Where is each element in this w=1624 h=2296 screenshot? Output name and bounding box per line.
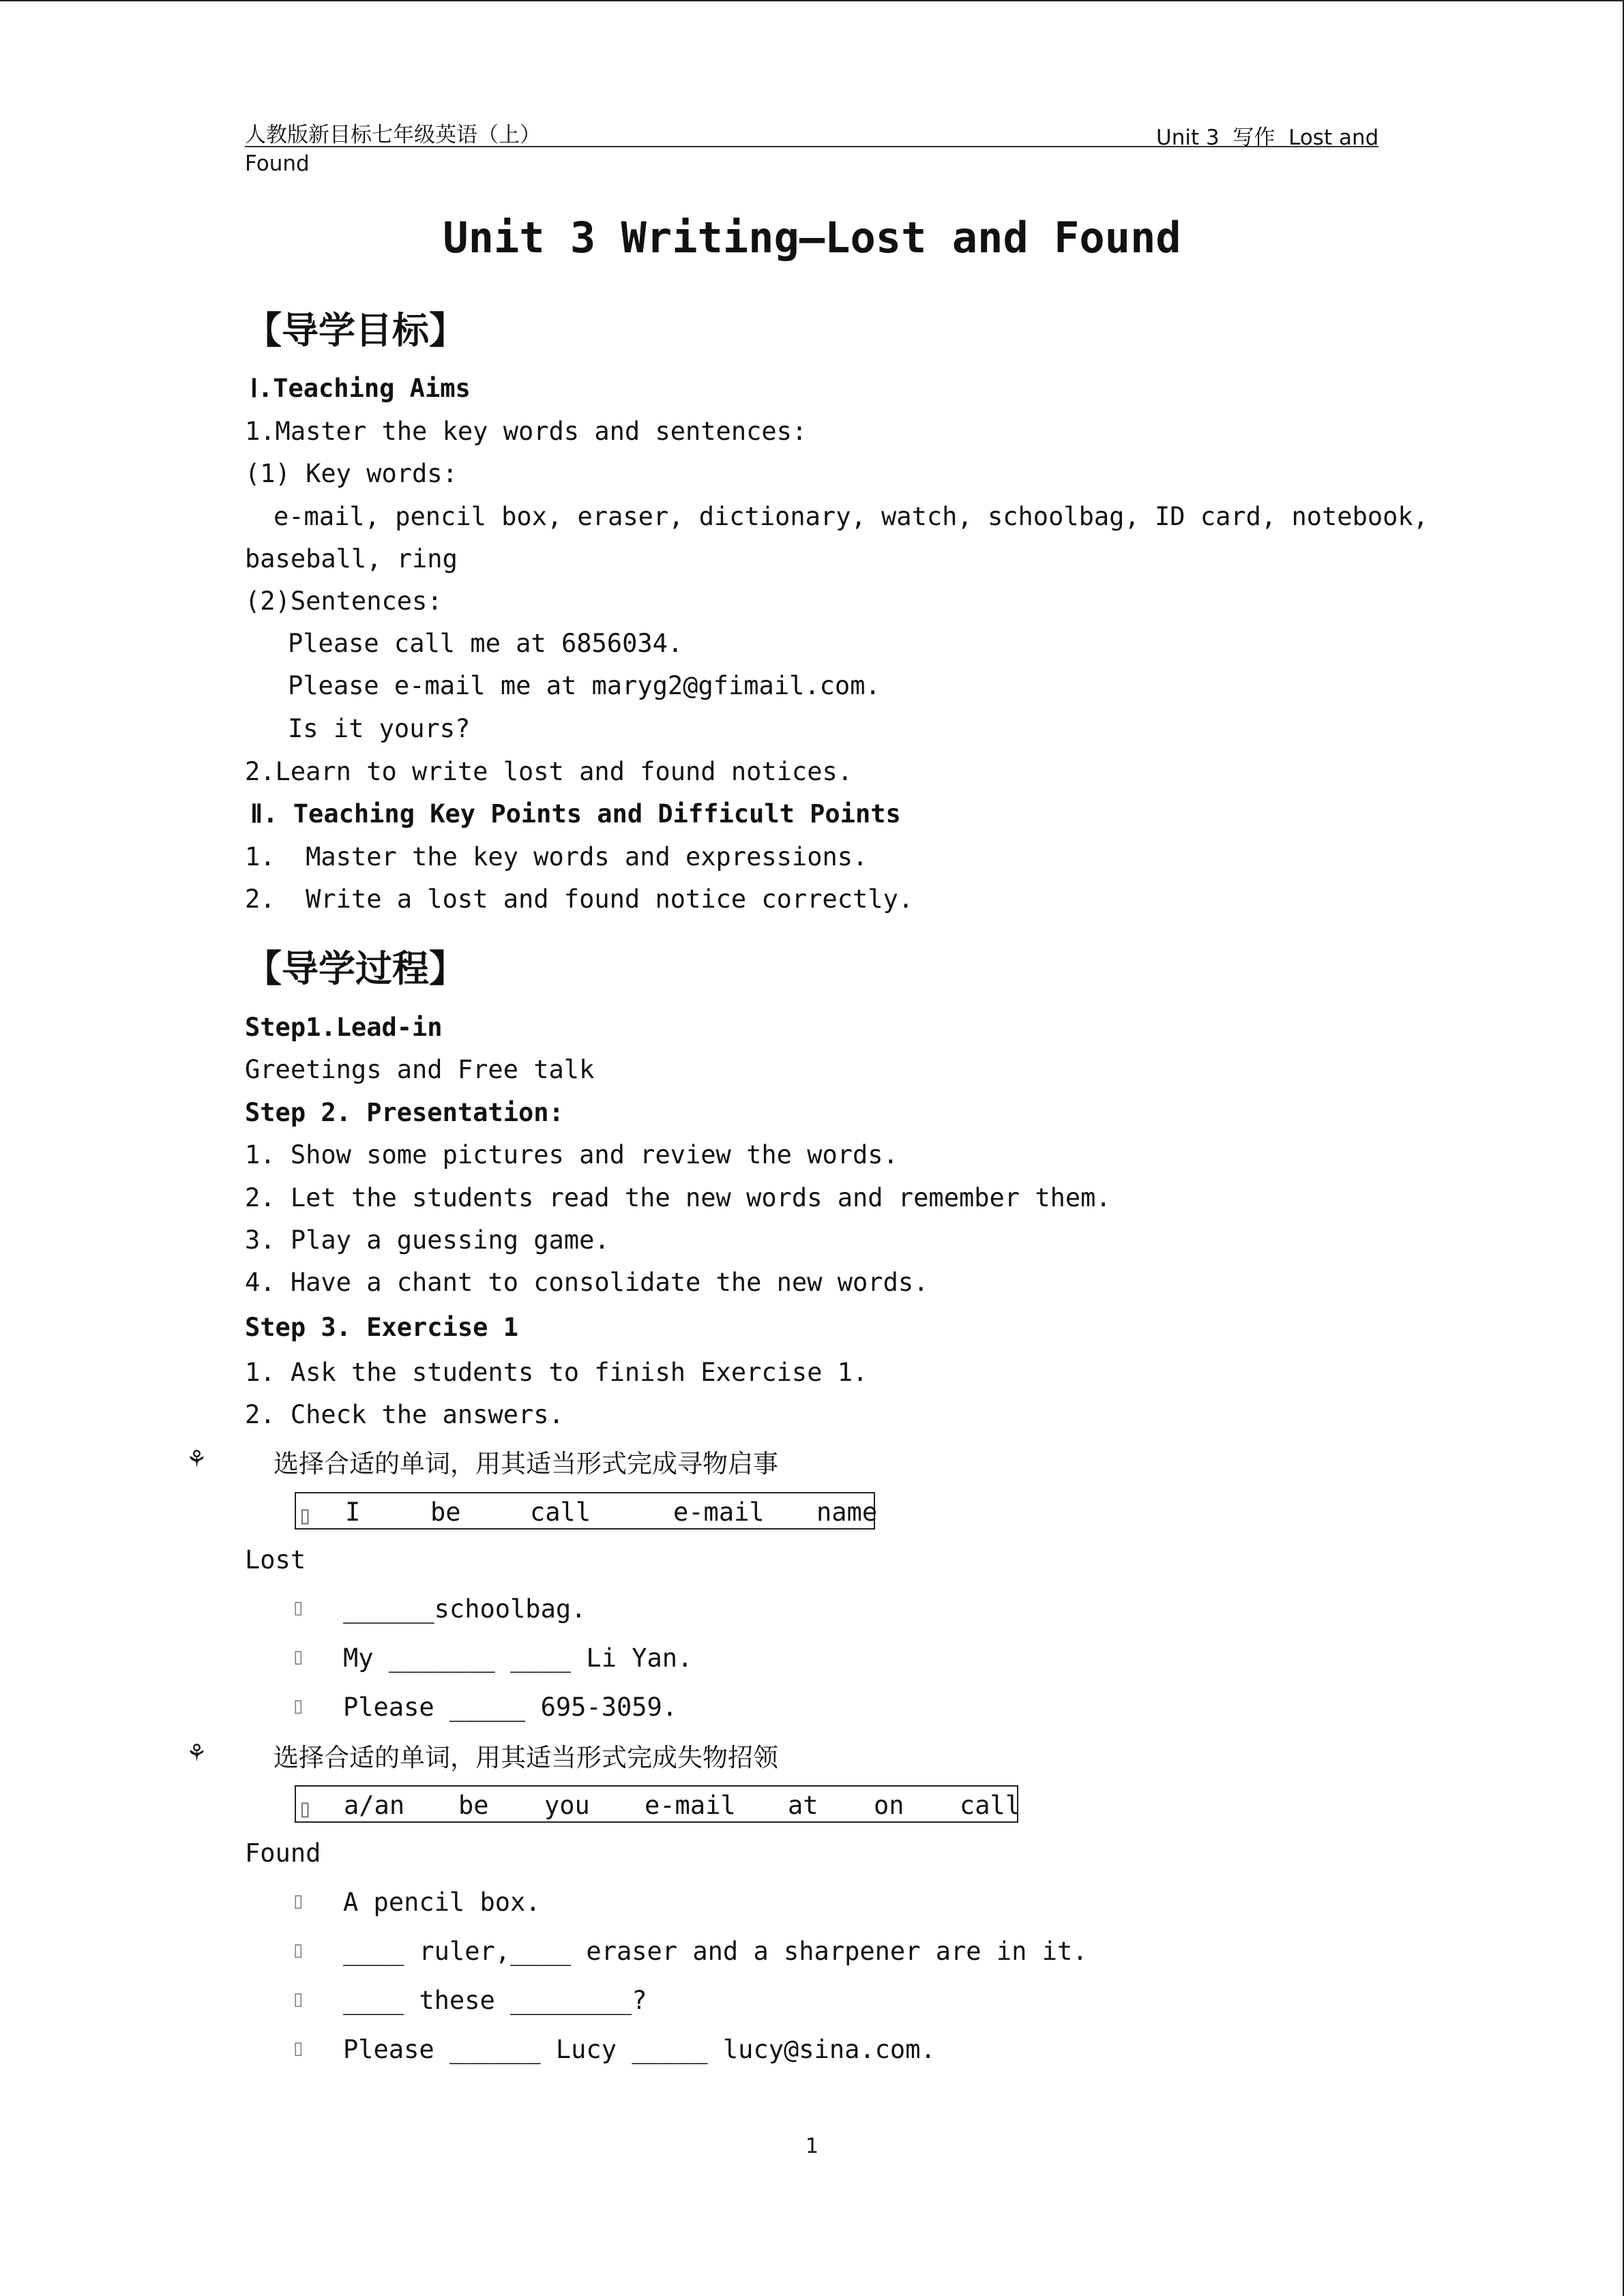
lost-line-3: Please _____ 695-3059. — [343, 1693, 678, 1722]
aims-heading-1: Ⅰ.Teaching Aims — [250, 374, 471, 403]
step-2-item-2: 2. Let the students read the new words and remember them. — [245, 1183, 1111, 1212]
step-2-heading: Step 2. Presentation: — [245, 1098, 564, 1127]
page-title: Unit 3 Writing—Lost and Found — [443, 213, 1181, 263]
section-process-heading: 【导学过程】 — [245, 947, 466, 990]
step-2-item-1: 1. Show some pictures and review the words. — [245, 1140, 898, 1169]
word-bank-item: e-mail — [673, 1497, 765, 1527]
sentence-2: Please e-mail me at maryg2@gfimail.com. — [288, 671, 881, 700]
step-1-text: Greetings and Free talk — [245, 1055, 595, 1084]
found-line-1: A pencil box. — [343, 1888, 541, 1917]
key-words-line-2: baseball, ring — [245, 544, 458, 573]
step-3-item-1: 1. Ask the students to finish Exercise 1. — [245, 1358, 868, 1387]
found-word-box — [295, 1785, 1021, 1823]
header-wrap: Found — [245, 151, 310, 176]
found-line-2: ____ ruler,____ eraser and a sharpener are in it. — [343, 1937, 1088, 1966]
found-line-4: Please ______ Lucy _____ lucy@sina.com. — [343, 2035, 936, 2064]
aims-item-1: 1.Master the key words and sentences: — [245, 417, 808, 446]
page-number: 1 — [805, 2134, 819, 2158]
list-bullet: ▯ — [293, 1647, 304, 1667]
word-bank-item: call — [530, 1497, 591, 1527]
word-bank-item: be — [430, 1497, 461, 1527]
found-instruction: 选择合适的单词，用其适当形式完成失物招领 — [274, 1743, 778, 1772]
lost-word-box — [295, 1492, 878, 1530]
word-bank-item: on — [874, 1791, 904, 1820]
lost-line-1: ______schoolbag. — [343, 1594, 587, 1624]
word-box-bullet: ▯ — [297, 1793, 313, 1823]
aims-heading-2: Ⅱ. Teaching Key Points and Difficult Points — [250, 799, 901, 829]
key-point-2: 2. Write a lost and found notice correctly. — [245, 884, 914, 914]
lost-line-2: My _______ ____ Li Yan. — [343, 1643, 693, 1673]
header-right: Unit 3 写作 Lost and — [1156, 125, 1379, 150]
sentence-3: Is it yours? — [288, 714, 471, 743]
word-bank-item: name — [816, 1497, 878, 1527]
step-3-heading: Step 3. Exercise 1 — [245, 1313, 518, 1342]
sentence-1: Please call me at 6856034. — [288, 629, 683, 658]
word-bank-item: a/an — [344, 1791, 405, 1820]
sentences-label: (2)Sentences: — [245, 586, 443, 616]
lost-instruction: 选择合适的单词，用其适当形式完成寻物启事 — [274, 1449, 778, 1478]
key-words-line-1: e-mail, pencil box, eraser, dictionary, watch, schoolbag, ID card, notebook, — [274, 502, 1428, 531]
found-line-3: ____ these ________? — [343, 1986, 647, 2015]
key-point-1: 1. Master the key words and expressions. — [245, 842, 868, 871]
found-label: Found — [245, 1838, 321, 1868]
word-bank-item: I — [345, 1497, 361, 1527]
section-aims-heading: 【导学目标】 — [245, 309, 466, 352]
list-bullet: ▯ — [293, 1989, 304, 2010]
list-bullet: ▯ — [293, 1598, 304, 1618]
list-bullet: ▯ — [293, 2038, 304, 2059]
step-3-item-2: 2. Check the answers. — [245, 1400, 564, 1429]
word-bank-item: at — [788, 1791, 818, 1820]
flourish-icon: ⚘ — [186, 1446, 207, 1473]
step-2-item-3: 3. Play a guessing game. — [245, 1225, 610, 1255]
header-left: 人教版新目标七年级英语（上） — [245, 123, 541, 147]
list-bullet: ▯ — [293, 1891, 304, 1911]
lost-label: Lost — [245, 1545, 306, 1575]
list-bullet: ▯ — [293, 1940, 304, 1960]
flourish-icon: ⚘ — [186, 1740, 207, 1767]
step-2-item-4: 4. Have a chant to consolidate the new words. — [245, 1268, 929, 1297]
word-bank-item: you — [544, 1791, 590, 1820]
header-underline — [245, 146, 1378, 147]
word-box-bullet: ▯ — [297, 1500, 313, 1530]
step-1-heading: Step1.Lead-in — [245, 1013, 443, 1042]
list-bullet: ▯ — [293, 1696, 304, 1716]
word-bank-item: e-mail — [645, 1791, 736, 1820]
word-bank-item: call — [960, 1791, 1021, 1820]
word-bank-item: be — [458, 1791, 489, 1820]
aims-item-2: 2.Learn to write lost and found notices. — [245, 757, 853, 786]
key-words-label: (1) Key words: — [245, 459, 458, 488]
